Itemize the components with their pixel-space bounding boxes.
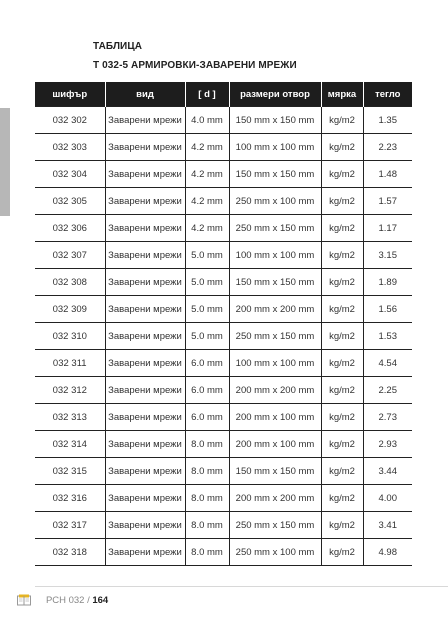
table-title: Т 032-5 АРМИРОВКИ-ЗАВАРЕНИ МРЕЖИ [93, 60, 297, 71]
table-row [35, 242, 412, 269]
cell-unit: kg/m2 [321, 377, 363, 404]
table-row [35, 485, 412, 512]
cell-code: 032 316 [35, 485, 105, 512]
cell-type: Заварени мрежи [105, 161, 185, 188]
cell-weight: 1.53 [363, 323, 412, 350]
cell-code: 032 311 [35, 350, 105, 377]
cell-unit: kg/m2 [321, 404, 363, 431]
cell-unit: kg/m2 [321, 539, 363, 566]
cell-mesh-size: 200 mm x 200 mm [229, 296, 321, 323]
cell-unit: kg/m2 [321, 134, 363, 161]
cell-diameter: 4.0 mm [185, 107, 229, 134]
cell-type: Заварени мрежи [105, 377, 185, 404]
cell-weight: 1.35 [363, 107, 412, 134]
cell-weight: 4.00 [363, 485, 412, 512]
column-header-mesh-size: размери отвор [229, 82, 321, 107]
cell-diameter: 4.2 mm [185, 161, 229, 188]
cell-mesh-size: 200 mm x 200 mm [229, 485, 321, 512]
footer-section [46, 595, 108, 606]
cell-mesh-size: 250 mm x 100 mm [229, 539, 321, 566]
reinforcement-table [35, 82, 412, 566]
cell-diameter: 6.0 mm [185, 350, 229, 377]
cell-mesh-size: 100 mm x 100 mm [229, 134, 321, 161]
cell-weight: 3.41 [363, 512, 412, 539]
cell-diameter: 5.0 mm [185, 296, 229, 323]
cell-diameter: 8.0 mm [185, 431, 229, 458]
cell-unit: kg/m2 [321, 161, 363, 188]
cell-diameter: 6.0 mm [185, 404, 229, 431]
page-footer [17, 594, 108, 606]
cell-weight: 2.25 [363, 377, 412, 404]
cell-code: 032 315 [35, 458, 105, 485]
table-row [35, 350, 412, 377]
column-header-diameter: [ d ] [185, 82, 229, 107]
cell-diameter: 8.0 mm [185, 458, 229, 485]
cell-mesh-size: 100 mm x 100 mm [229, 242, 321, 269]
cell-code: 032 313 [35, 404, 105, 431]
column-header-type: вид [105, 82, 185, 107]
cell-type: Заварени мрежи [105, 350, 185, 377]
cell-type: Заварени мрежи [105, 431, 185, 458]
cell-diameter: 5.0 mm [185, 323, 229, 350]
column-header-unit: мярка [321, 82, 363, 107]
table-row [35, 404, 412, 431]
cell-code: 032 309 [35, 296, 105, 323]
table-row [35, 215, 412, 242]
cell-type: Заварени мрежи [105, 296, 185, 323]
cell-code: 032 308 [35, 269, 105, 296]
cell-diameter: 5.0 mm [185, 269, 229, 296]
cell-weight: 3.15 [363, 242, 412, 269]
cell-diameter: 8.0 mm [185, 539, 229, 566]
cell-weight: 1.89 [363, 269, 412, 296]
cell-unit: kg/m2 [321, 296, 363, 323]
cell-unit: kg/m2 [321, 485, 363, 512]
cell-weight: 4.54 [363, 350, 412, 377]
cell-weight: 2.93 [363, 431, 412, 458]
cell-code: 032 312 [35, 377, 105, 404]
column-header-weight: тегло [363, 82, 412, 107]
cell-unit: kg/m2 [321, 458, 363, 485]
table-row [35, 377, 412, 404]
table-row [35, 458, 412, 485]
cell-weight: 1.48 [363, 161, 412, 188]
cell-diameter: 4.2 mm [185, 134, 229, 161]
table-row [35, 296, 412, 323]
page-number: 164 [92, 594, 109, 606]
cell-code: 032 314 [35, 431, 105, 458]
table-label: ТАБЛИЦА [93, 41, 143, 52]
footer-section-label: РСН 032 / [46, 594, 93, 606]
cell-code: 032 303 [35, 134, 105, 161]
cell-type: Заварени мрежи [105, 485, 185, 512]
table-row [35, 431, 412, 458]
cell-weight: 2.73 [363, 404, 412, 431]
cell-diameter: 8.0 mm [185, 512, 229, 539]
table-row [35, 323, 412, 350]
cell-type: Заварени мрежи [105, 404, 185, 431]
cell-code: 032 305 [35, 188, 105, 215]
cell-unit: kg/m2 [321, 107, 363, 134]
cell-mesh-size: 250 mm x 150 mm [229, 323, 321, 350]
cell-code: 032 302 [35, 107, 105, 134]
cell-diameter: 4.2 mm [185, 188, 229, 215]
cell-code: 032 304 [35, 161, 105, 188]
cell-unit: kg/m2 [321, 188, 363, 215]
column-header-code: шифър [35, 82, 105, 107]
book-icon [17, 594, 31, 606]
cell-type: Заварени мрежи [105, 269, 185, 296]
cell-mesh-size: 150 mm x 150 mm [229, 161, 321, 188]
cell-mesh-size: 100 mm x 100 mm [229, 350, 321, 377]
cell-mesh-size: 150 mm x 150 mm [229, 269, 321, 296]
cell-weight: 1.57 [363, 188, 412, 215]
cell-code: 032 307 [35, 242, 105, 269]
cell-mesh-size: 250 mm x 150 mm [229, 215, 321, 242]
cell-type: Заварени мрежи [105, 107, 185, 134]
table-header-row [35, 82, 412, 107]
cell-code: 032 310 [35, 323, 105, 350]
cell-type: Заварени мрежи [105, 512, 185, 539]
cell-mesh-size: 200 mm x 100 mm [229, 431, 321, 458]
cell-unit: kg/m2 [321, 512, 363, 539]
table-row [35, 134, 412, 161]
cell-mesh-size: 250 mm x 150 mm [229, 512, 321, 539]
cell-code: 032 318 [35, 539, 105, 566]
table-row [35, 539, 412, 566]
cell-type: Заварени мрежи [105, 539, 185, 566]
cell-weight: 1.56 [363, 296, 412, 323]
cell-mesh-size: 150 mm x 150 mm [229, 107, 321, 134]
cell-type: Заварени мрежи [105, 215, 185, 242]
cell-type: Заварени мрежи [105, 323, 185, 350]
title-block [93, 40, 297, 73]
cell-unit: kg/m2 [321, 431, 363, 458]
cell-diameter: 4.2 mm [185, 215, 229, 242]
cell-weight: 1.17 [363, 215, 412, 242]
side-tab-marker [0, 108, 10, 216]
cell-weight: 3.44 [363, 458, 412, 485]
cell-code: 032 317 [35, 512, 105, 539]
cell-code: 032 306 [35, 215, 105, 242]
table-row [35, 107, 412, 134]
cell-diameter: 5.0 mm [185, 242, 229, 269]
footer-divider [35, 586, 448, 587]
cell-mesh-size: 250 mm x 100 mm [229, 188, 321, 215]
table-body [35, 107, 412, 566]
cell-diameter: 6.0 mm [185, 377, 229, 404]
cell-unit: kg/m2 [321, 242, 363, 269]
cell-weight: 2.23 [363, 134, 412, 161]
cell-unit: kg/m2 [321, 215, 363, 242]
cell-mesh-size: 200 mm x 200 mm [229, 377, 321, 404]
cell-mesh-size: 150 mm x 150 mm [229, 458, 321, 485]
cell-type: Заварени мрежи [105, 188, 185, 215]
cell-mesh-size: 200 mm x 100 mm [229, 404, 321, 431]
table-row [35, 269, 412, 296]
table-row [35, 188, 412, 215]
table-row [35, 512, 412, 539]
cell-unit: kg/m2 [321, 350, 363, 377]
cell-type: Заварени мрежи [105, 242, 185, 269]
cell-unit: kg/m2 [321, 323, 363, 350]
cell-type: Заварени мрежи [105, 458, 185, 485]
cell-diameter: 8.0 mm [185, 485, 229, 512]
cell-unit: kg/m2 [321, 269, 363, 296]
table-row [35, 161, 412, 188]
cell-type: Заварени мрежи [105, 134, 185, 161]
cell-weight: 4.98 [363, 539, 412, 566]
